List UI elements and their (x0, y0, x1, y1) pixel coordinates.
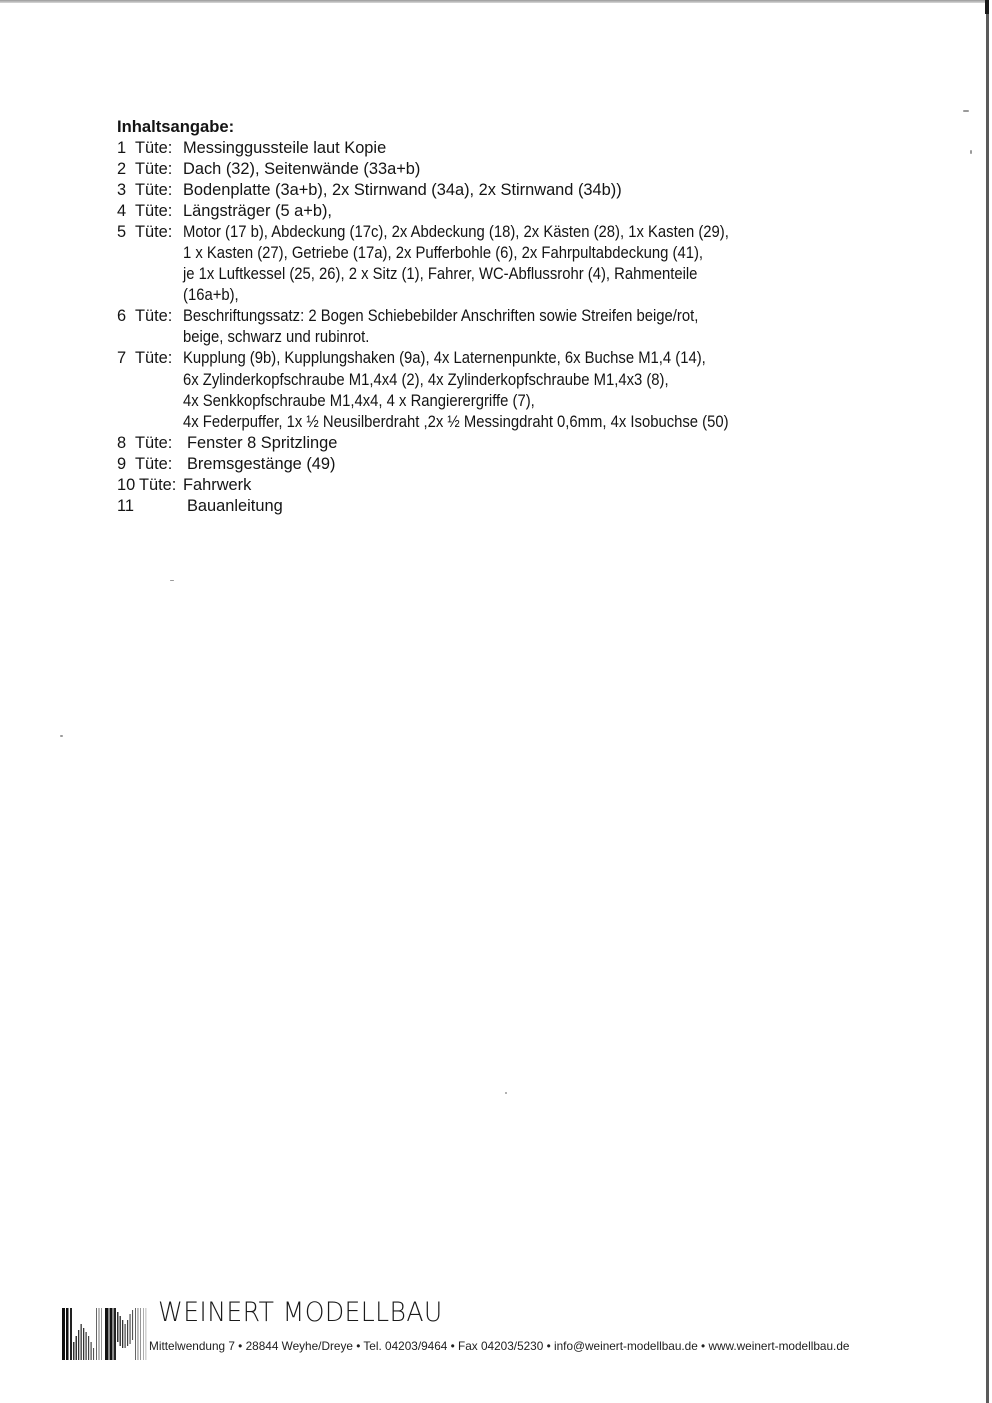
item-number: 4 (117, 201, 127, 220)
item-label: Tüte: (135, 138, 173, 157)
brand-name: WEINERT MODELLBAU (158, 1297, 443, 1328)
list-item (117, 222, 887, 306)
item-text (183, 222, 786, 306)
scan-speck (970, 150, 972, 154)
item-label: Tüte: (135, 201, 173, 220)
item-text (183, 201, 332, 222)
item-label: Tüte: (135, 307, 173, 326)
item-text (187, 433, 337, 454)
list-item (117, 201, 887, 222)
item-label: Tüte: (135, 222, 173, 241)
item-number: 10 (117, 476, 136, 494)
item-label: Tüte: (135, 180, 173, 199)
scan-corner-mark (985, 0, 989, 14)
item-line: Längsträger (5 a+b), (183, 201, 332, 220)
list-item (117, 138, 887, 159)
wm-logo-icon (62, 1302, 150, 1360)
list-item (117, 348, 887, 432)
item-number: 9 (117, 454, 127, 473)
item-text (183, 180, 622, 201)
list-item (117, 475, 887, 496)
item-line: Dach (32), Seitenwände (33a+b) (183, 159, 421, 178)
item-text (183, 348, 786, 432)
item-number: 3 (117, 180, 127, 199)
item-text (187, 454, 336, 475)
item-line: (16a+b), (183, 286, 239, 305)
item-number: 2 (117, 159, 127, 178)
item-text (183, 306, 752, 348)
item-number: 7 (117, 349, 127, 368)
item-line: 4x Federpuffer, 1x ½ Neusilberdraht ,2x ½ Messingdraht 0,6mm, 4x Isobuchse (50) (183, 412, 729, 431)
item-line: Messinggussteile laut Kopie (183, 138, 387, 157)
item-number: 5 (117, 222, 127, 241)
item-line: Bauanleitung (187, 497, 283, 516)
item-label: Tüte: (135, 433, 173, 452)
item-number: 6 (117, 307, 127, 326)
scan-top-edge (0, 0, 985, 3)
scan-speck (170, 580, 174, 581)
item-line: Fahrwerk (183, 476, 252, 494)
item-label: Tüte: (135, 454, 173, 473)
scan-right-edge (986, 0, 989, 1403)
contents-title: Inhaltsangabe: (117, 117, 235, 136)
item-line: Bodenplatte (3a+b), 2x Stirnwand (34a), 2x Stirnwand (34b)) (183, 180, 622, 199)
item-line: 4x Senkkopfschraube M1,4x4, 4 x Rangierergriffe (7), (183, 391, 535, 410)
list-item (117, 454, 887, 475)
item-line: Beschriftungssatz: 2 Bogen Schiebebilder Anschriften sowie Streifen beige/rot, (183, 307, 699, 326)
item-line: 6x Zylinderkopfschraube M1,4x4 (2), 4x Zylinderkopfschraube M1,4x3 (8), (183, 370, 669, 389)
letterhead-footer (62, 1297, 952, 1362)
scan-speck (963, 110, 969, 112)
item-line: Bremsgestänge (49) (187, 454, 336, 473)
item-line: Motor (17 b), Abdeckung (17c), 2x Abdeckung (18), 2x Kästen (28), 1x Kasten (29), (183, 222, 729, 241)
item-line: Fenster 8 Spritzlinge (187, 433, 338, 452)
list-item (117, 433, 887, 454)
item-label: Tüte: (135, 159, 173, 178)
item-text (183, 475, 251, 496)
scan-speck (505, 1092, 507, 1094)
item-line: beige, schwarz und rubinrot. (183, 328, 370, 347)
item-text (187, 496, 283, 517)
item-text (183, 138, 386, 159)
item-label: Tüte: (135, 349, 173, 368)
item-line: 1 x Kasten (27), Getriebe (17a), 2x Pufferbohle (6), 2x Fahrpultabdeckung (41), (183, 243, 704, 262)
scan-speck (60, 735, 63, 737)
list-item (117, 159, 887, 180)
list-item (117, 180, 887, 201)
item-number: 1 (117, 138, 127, 157)
list-item (117, 496, 887, 517)
list-item (117, 306, 887, 348)
item-line: je 1x Luftkessel (25, 26), 2 x Sitz (1), Fahrer, WC-Abflussrohr (4), Rahmenteile (183, 265, 698, 284)
item-number: 11 (117, 497, 135, 516)
item-number: 8 (117, 433, 127, 452)
item-line: Kupplung (9b), Kupplungshaken (9a), 4x Laternenpunkte, 6x Buchse M1,4 (14), (183, 349, 706, 368)
item-text (183, 159, 420, 180)
item-label: Tüte: (139, 476, 177, 494)
brand-address: Mittelwendung 7 • 28844 Weyhe/Dreye • Tel. 04203/9464 • Fax 04203/5230 • info@weinert-modellbau.de • www.weinert-modellbau.de (149, 1339, 850, 1353)
item-label (139, 496, 187, 517)
contents-list (117, 116, 887, 517)
